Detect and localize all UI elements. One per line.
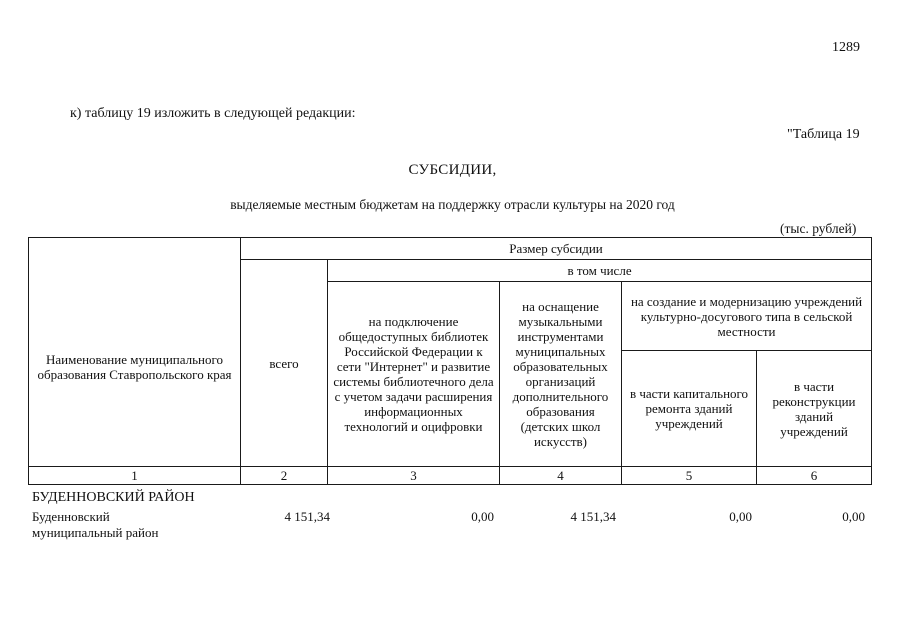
column-number-2: 2	[241, 467, 328, 485]
header-municipality: Наименование муниципального образования Ставропольского края	[29, 238, 241, 467]
value-reconstruction: 0,00	[842, 509, 865, 524]
header-total: всего	[241, 260, 328, 467]
unit-label: (тыс. рублей)	[780, 221, 857, 236]
column-number-3: 3	[328, 467, 500, 485]
district-heading: БУДЕННОВСКИЙ РАЙОН	[32, 490, 195, 505]
document-title: СУБСИДИИ,	[408, 162, 497, 178]
value-music-instruments: 4 151,34	[570, 509, 616, 524]
subsidy-table	[28, 237, 872, 485]
column-number-1: 1	[29, 467, 241, 485]
document-subtitle: выделяемые местным бюджетам на поддержку отрасли культуры на 2020 год	[230, 197, 675, 212]
value-libraries: 0,00	[471, 509, 494, 524]
header-reconstruction: в части реконструкции зданий учреждений	[757, 351, 872, 467]
header-libraries: на подключение общедоступных библиотек Российской Федерации к сети "Интернет" и развитие системы библиотечного дела с учетом задачи расширения информационных технологий и оцифровки	[328, 282, 500, 467]
column-number-4: 4	[500, 467, 622, 485]
table-reference: "Таблица 19	[787, 127, 860, 142]
header-subsidy-size: Размер субсидии	[241, 238, 872, 260]
page-number: 1289	[832, 40, 860, 55]
header-including: в том числе	[328, 260, 872, 282]
intro-text: к) таблицу 19 изложить в следующей редакции:	[70, 106, 356, 121]
value-capital-repair: 0,00	[729, 509, 752, 524]
header-capital-repair: в части капитального ремонта зданий учреждений	[622, 351, 757, 467]
column-number-5: 5	[622, 467, 757, 485]
header-cultural-institutions: на создание и модернизацию учреждений культурно-досугового типа в сельской местности	[622, 282, 872, 351]
municipality-name: Буденновский муниципальный район	[32, 509, 159, 540]
column-number-6: 6	[757, 467, 872, 485]
header-music-instruments: на оснащение музыкальными инструментами муниципальных образовательных организаций дополнительного образования (детских школ искусств)	[500, 282, 622, 467]
value-total: 4 151,34	[284, 509, 330, 524]
